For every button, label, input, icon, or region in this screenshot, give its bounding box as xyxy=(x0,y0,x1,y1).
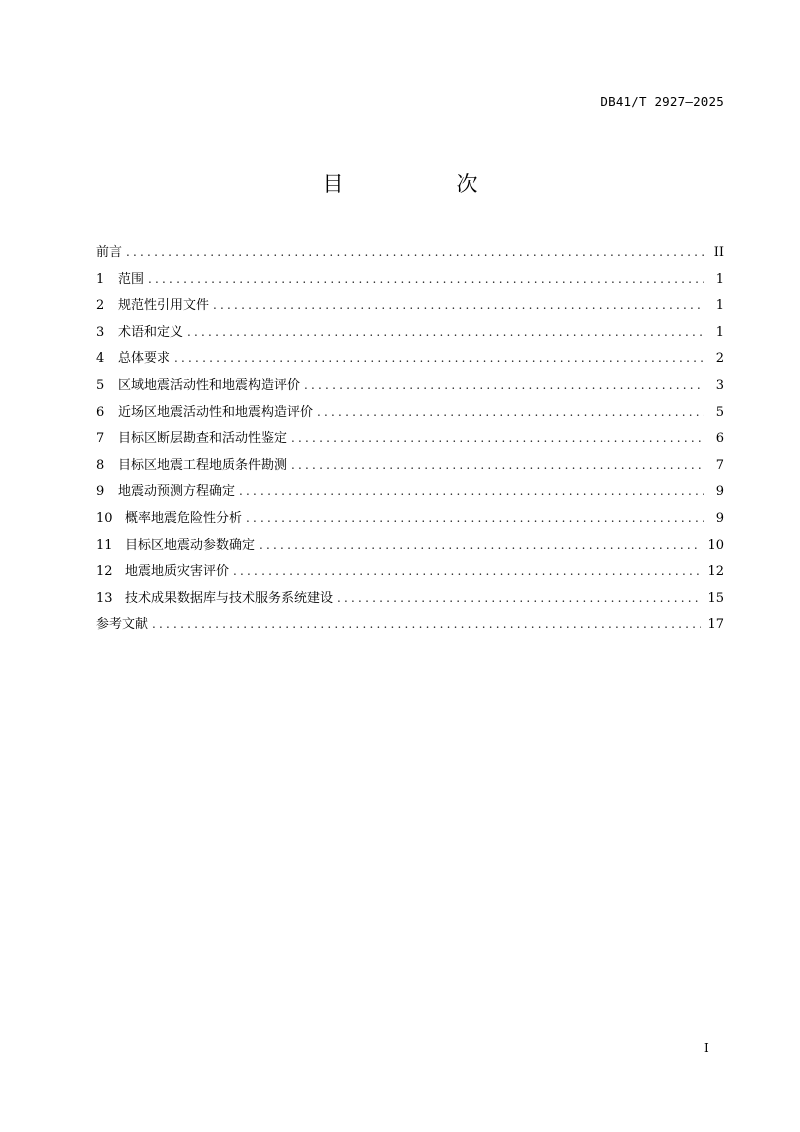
toc-dot-leader xyxy=(304,378,704,392)
page-title: 目 次 xyxy=(322,172,524,196)
toc-entry-5[interactable] xyxy=(96,374,724,401)
toc-entry-page: 2 xyxy=(715,351,724,367)
toc-entry-label: 范围 xyxy=(118,271,145,287)
toc-entry-8[interactable] xyxy=(96,454,724,481)
toc-entry-page: II xyxy=(713,245,724,260)
toc-entry-label: 近场区地震活动性和地震构造评价 xyxy=(118,404,314,420)
toc-entry-label: 前言 xyxy=(96,245,123,260)
table-of-contents xyxy=(96,241,724,640)
toc-entry-1[interactable] xyxy=(96,268,724,295)
toc-entry-page: 12 xyxy=(707,564,724,580)
toc-entry-3[interactable] xyxy=(96,321,724,348)
toc-entry-label: 参考文献 xyxy=(96,617,149,633)
toc-entry-7[interactable] xyxy=(96,427,724,454)
toc-entry-12[interactable] xyxy=(96,560,724,587)
toc-dot-leader xyxy=(148,272,704,286)
toc-entry-number: 1 xyxy=(96,271,105,287)
toc-entry-10[interactable] xyxy=(96,507,724,534)
toc-entry-9[interactable] xyxy=(96,480,724,507)
toc-dot-leader xyxy=(317,405,704,419)
toc-entry-page: 3 xyxy=(715,377,724,393)
toc-entry-page: 17 xyxy=(707,617,724,633)
toc-entry-label: 目标区断层勘查和活动性鉴定 xyxy=(118,431,288,447)
toc-dot-leader xyxy=(337,591,701,605)
toc-dot-leader xyxy=(213,298,704,312)
toc-dot-leader xyxy=(126,245,704,259)
toc-entry-label: 目标区地震动参数确定 xyxy=(125,537,256,553)
toc-entry-page: 7 xyxy=(715,457,724,473)
toc-entry-number: 3 xyxy=(96,324,105,340)
toc-entry-label: 概率地震危险性分析 xyxy=(125,510,243,526)
toc-entry-page: 5 xyxy=(715,404,724,420)
toc-entry-label: 规范性引用文件 xyxy=(118,298,210,314)
toc-dot-leader xyxy=(291,458,704,472)
toc-entry-label: 目标区地震工程地质条件勘测 xyxy=(118,457,288,473)
toc-entry-label: 总体要求 xyxy=(118,351,171,367)
toc-entry-number: 6 xyxy=(96,404,105,420)
toc-entry-page: 1 xyxy=(715,298,724,314)
toc-entry-4[interactable] xyxy=(96,347,724,374)
toc-entry-number: 8 xyxy=(96,457,105,473)
toc-entry-2[interactable] xyxy=(96,294,724,321)
toc-entry-number: 7 xyxy=(96,431,105,447)
toc-dot-leader xyxy=(239,484,704,498)
toc-entry-page: 9 xyxy=(715,484,724,500)
toc-entry-page: 1 xyxy=(715,324,724,340)
toc-entry-number: 5 xyxy=(96,377,105,393)
document-code: DB41/T 2927—2025 xyxy=(600,94,724,109)
toc-entry-label: 术语和定义 xyxy=(118,324,184,340)
toc-entry-number: 12 xyxy=(96,564,113,580)
toc-entry-references[interactable] xyxy=(96,613,724,640)
toc-entry-number: 9 xyxy=(96,484,105,500)
toc-dot-leader xyxy=(259,538,701,552)
toc-dot-leader xyxy=(152,617,701,631)
toc-dot-leader xyxy=(291,431,704,445)
toc-entry-13[interactable] xyxy=(96,587,724,614)
toc-entry-number: 4 xyxy=(96,351,105,367)
toc-dot-leader xyxy=(187,325,704,339)
toc-entry-page: 1 xyxy=(715,271,724,287)
toc-dot-leader xyxy=(246,511,704,525)
toc-entry-foreword[interactable] xyxy=(96,241,724,268)
toc-entry-6[interactable] xyxy=(96,401,724,428)
toc-entry-page: 9 xyxy=(715,510,724,526)
toc-dot-leader xyxy=(174,351,704,365)
toc-entry-label: 地震动预测方程确定 xyxy=(118,484,236,500)
toc-entry-label: 地震地质灾害评价 xyxy=(125,564,230,580)
toc-entry-page: 6 xyxy=(715,431,724,447)
toc-entry-number: 13 xyxy=(96,590,113,606)
toc-entry-label: 区域地震活动性和地震构造评价 xyxy=(118,377,301,393)
toc-entry-page: 10 xyxy=(707,537,724,553)
toc-entry-number: 10 xyxy=(96,510,113,526)
page-number: I xyxy=(704,1041,709,1055)
toc-entry-number: 11 xyxy=(96,537,113,553)
toc-entry-number: 2 xyxy=(96,298,105,314)
toc-dot-leader xyxy=(233,564,701,578)
toc-entry-label: 技术成果数据库与技术服务系统建设 xyxy=(125,590,334,606)
toc-entry-11[interactable] xyxy=(96,534,724,561)
toc-entry-page: 15 xyxy=(707,590,724,606)
